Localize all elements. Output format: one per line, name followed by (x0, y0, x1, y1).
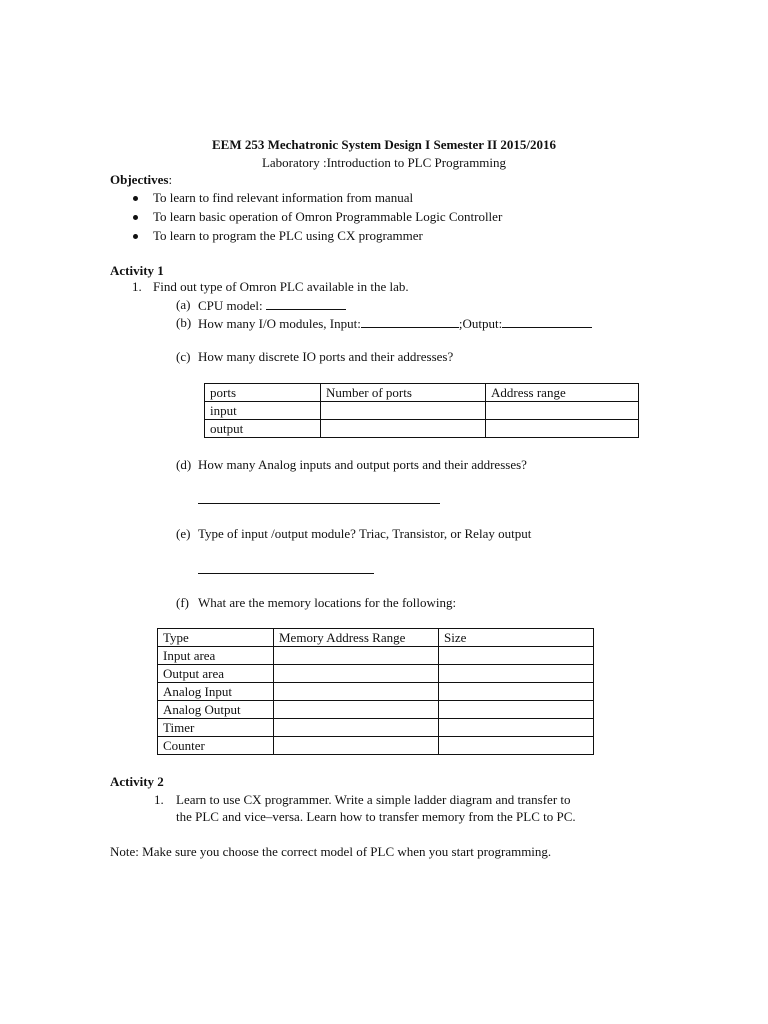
programming-note: Note: Make sure you choose the correct model of PLC when you start programming. (110, 844, 552, 859)
table-row (158, 665, 594, 683)
activity2-item-number: 1. (154, 792, 164, 807)
question-b-output-text: ;Output: (458, 316, 503, 331)
table-cell-blank[interactable] (439, 665, 594, 683)
activity2-item-line1: Learn to use CX programmer. Write a simple ladder diagram and transfer to (176, 792, 571, 807)
table-cell-blank[interactable] (321, 402, 486, 420)
table-cell: output (205, 420, 321, 438)
cpu-model-blank[interactable] (266, 297, 346, 310)
table-row (158, 737, 594, 755)
table-row (158, 701, 594, 719)
table-row (158, 647, 594, 665)
question-d-text: How many Analog inputs and output ports and their addresses? (198, 457, 527, 472)
table-cell: Analog Output (158, 701, 274, 719)
table-header-cell: ports (205, 384, 321, 402)
activity1-item-number: 1. (132, 279, 142, 294)
activity2-heading: Activity 2 (110, 774, 164, 789)
table-cell-blank[interactable] (486, 402, 639, 420)
table-cell-blank[interactable] (321, 420, 486, 438)
bullet-icon (133, 196, 138, 201)
analog-answer-blank[interactable] (198, 503, 440, 504)
activity1-heading: Activity 1 (110, 263, 164, 278)
table-header-row (158, 629, 594, 647)
table-header-cell: Number of ports (321, 384, 486, 402)
table-cell: Timer (158, 719, 274, 737)
table-row (158, 683, 594, 701)
question-c-text: How many discrete IO ports and their addresses? (198, 349, 454, 364)
question-e-text: Type of input /output module? Triac, Transistor, or Relay output (198, 526, 532, 541)
table-cell: input (205, 402, 321, 420)
question-f-text: What are the memory locations for the following: (198, 595, 457, 610)
table-cell-blank[interactable] (486, 420, 639, 438)
table-cell-blank[interactable] (439, 701, 594, 719)
question-b (198, 315, 592, 332)
output-modules-blank[interactable] (502, 315, 592, 328)
question-f-label: (f) (176, 595, 189, 610)
table-row (205, 402, 639, 420)
table-cell-blank[interactable] (439, 719, 594, 737)
objectives-heading-line (110, 172, 172, 188)
table-cell-blank[interactable] (274, 719, 439, 737)
table-header-cell: Type (158, 629, 274, 647)
objective-item: To learn basic operation of Omron Programmable Logic Controller (153, 209, 503, 224)
question-d-label: (d) (176, 457, 192, 472)
question-a-text: CPU model: (198, 298, 263, 313)
table-header-row (205, 384, 639, 402)
memory-table (157, 628, 594, 755)
table-cell: Analog Input (158, 683, 274, 701)
table-cell-blank[interactable] (439, 737, 594, 755)
table-cell: Input area (158, 647, 274, 665)
table-row (158, 719, 594, 737)
question-b-label: (b) (176, 315, 192, 330)
question-c-label: (c) (176, 349, 191, 364)
objectives-colon: : (168, 172, 173, 187)
objectives-heading: Objectives (110, 172, 169, 187)
objective-item: To learn to program the PLC using CX programmer (153, 228, 423, 243)
table-cell-blank[interactable] (439, 683, 594, 701)
activity1-item-text: Find out type of Omron PLC available in the lab. (153, 279, 409, 294)
table-cell-blank[interactable] (274, 683, 439, 701)
table-cell-blank[interactable] (274, 701, 439, 719)
ports-table (204, 383, 639, 438)
table-cell-blank[interactable] (274, 647, 439, 665)
question-e-label: (e) (176, 526, 191, 541)
table-header-cell: Size (439, 629, 594, 647)
activity2-item-line2: the PLC and vice–versa. Learn how to transfer memory from the PLC to PC. (176, 809, 576, 824)
document-title: EEM 253 Mechatronic System Design I Semester II 2015/2016 (212, 137, 556, 152)
bullet-icon (133, 215, 138, 220)
question-b-text: How many I/O modules, Input: (198, 316, 361, 331)
table-header-cell: Memory Address Range (274, 629, 439, 647)
table-cell: Counter (158, 737, 274, 755)
question-a (198, 297, 346, 314)
table-cell-blank[interactable] (274, 737, 439, 755)
table-header-cell: Address range (486, 384, 639, 402)
table-cell: Output area (158, 665, 274, 683)
objective-item: To learn to find relevant information from manual (153, 190, 414, 205)
question-a-label: (a) (176, 297, 191, 312)
input-modules-blank[interactable] (361, 315, 459, 328)
table-row (205, 420, 639, 438)
bullet-icon (133, 234, 138, 239)
module-type-answer-blank[interactable] (198, 573, 374, 574)
table-cell-blank[interactable] (439, 647, 594, 665)
document-subtitle: Laboratory :Introduction to PLC Programming (261, 155, 507, 170)
table-cell-blank[interactable] (274, 665, 439, 683)
